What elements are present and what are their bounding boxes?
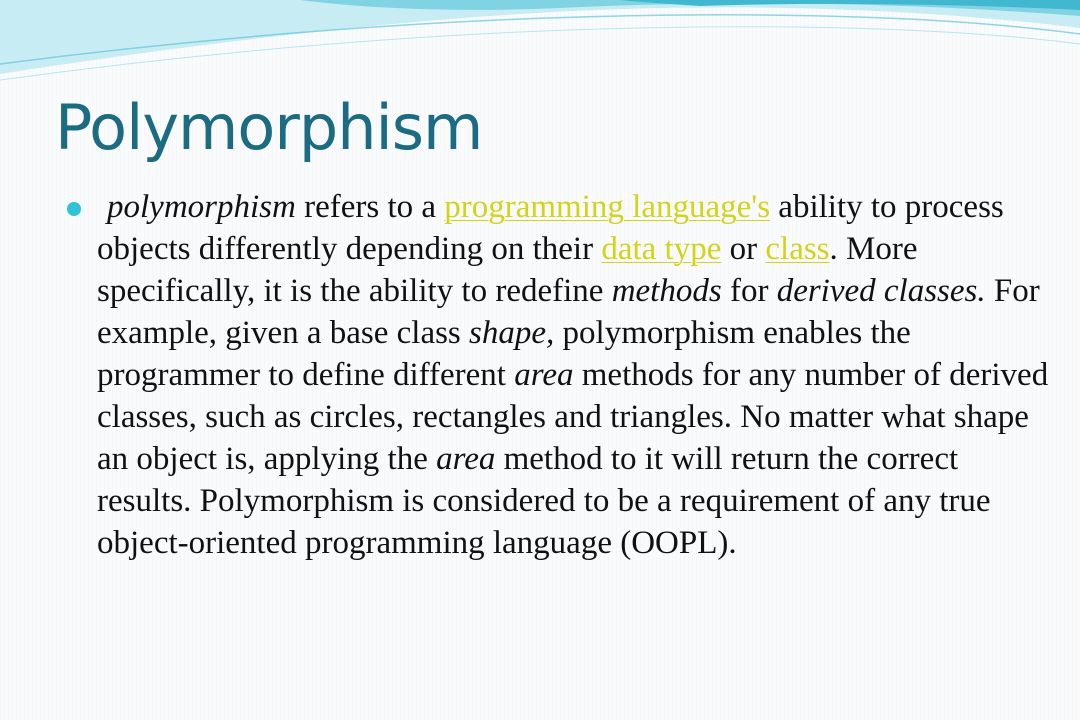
link-data-type[interactable]: data type <box>601 231 722 267</box>
term-derived-classes: derived classes. <box>776 273 986 309</box>
term-methods: methods <box>611 273 722 309</box>
header-wave-decoration <box>0 0 1080 90</box>
bullet-paragraph <box>97 186 1057 564</box>
text-segment: polymorphism enables the programmer to define different <box>97 315 911 393</box>
text-segment: for <box>721 273 777 309</box>
term-area: area <box>514 357 574 393</box>
bullet-dot-icon <box>67 202 81 216</box>
text-segment: refers to a <box>295 189 445 225</box>
term-shape: shape, <box>469 315 555 351</box>
text-segment: methods for any number of derived classes, such as circles, rectangles and triangles. No matter what shape an object is, applying the <box>97 357 1049 477</box>
link-programming-language[interactable]: programming language's <box>444 189 771 225</box>
term-area: area <box>436 441 496 477</box>
text-segment: or <box>721 231 766 267</box>
text-segment: For example, given a base class <box>97 273 1040 351</box>
text-segment: ability to process objects differently depending on their <box>97 189 1004 267</box>
term-polymorphism: polymorphism <box>107 189 296 225</box>
wave-light-band <box>0 0 1080 74</box>
slide-title: Polymorphism <box>55 91 483 164</box>
text-segment: method to it will return the correct results. Polymorphism is considered to be a requirement of any true object-oriented programming language (OOPL). <box>97 441 991 561</box>
text-segment: . More specifically, it is the ability to redefine <box>97 231 918 309</box>
link-class[interactable]: class <box>765 231 830 267</box>
